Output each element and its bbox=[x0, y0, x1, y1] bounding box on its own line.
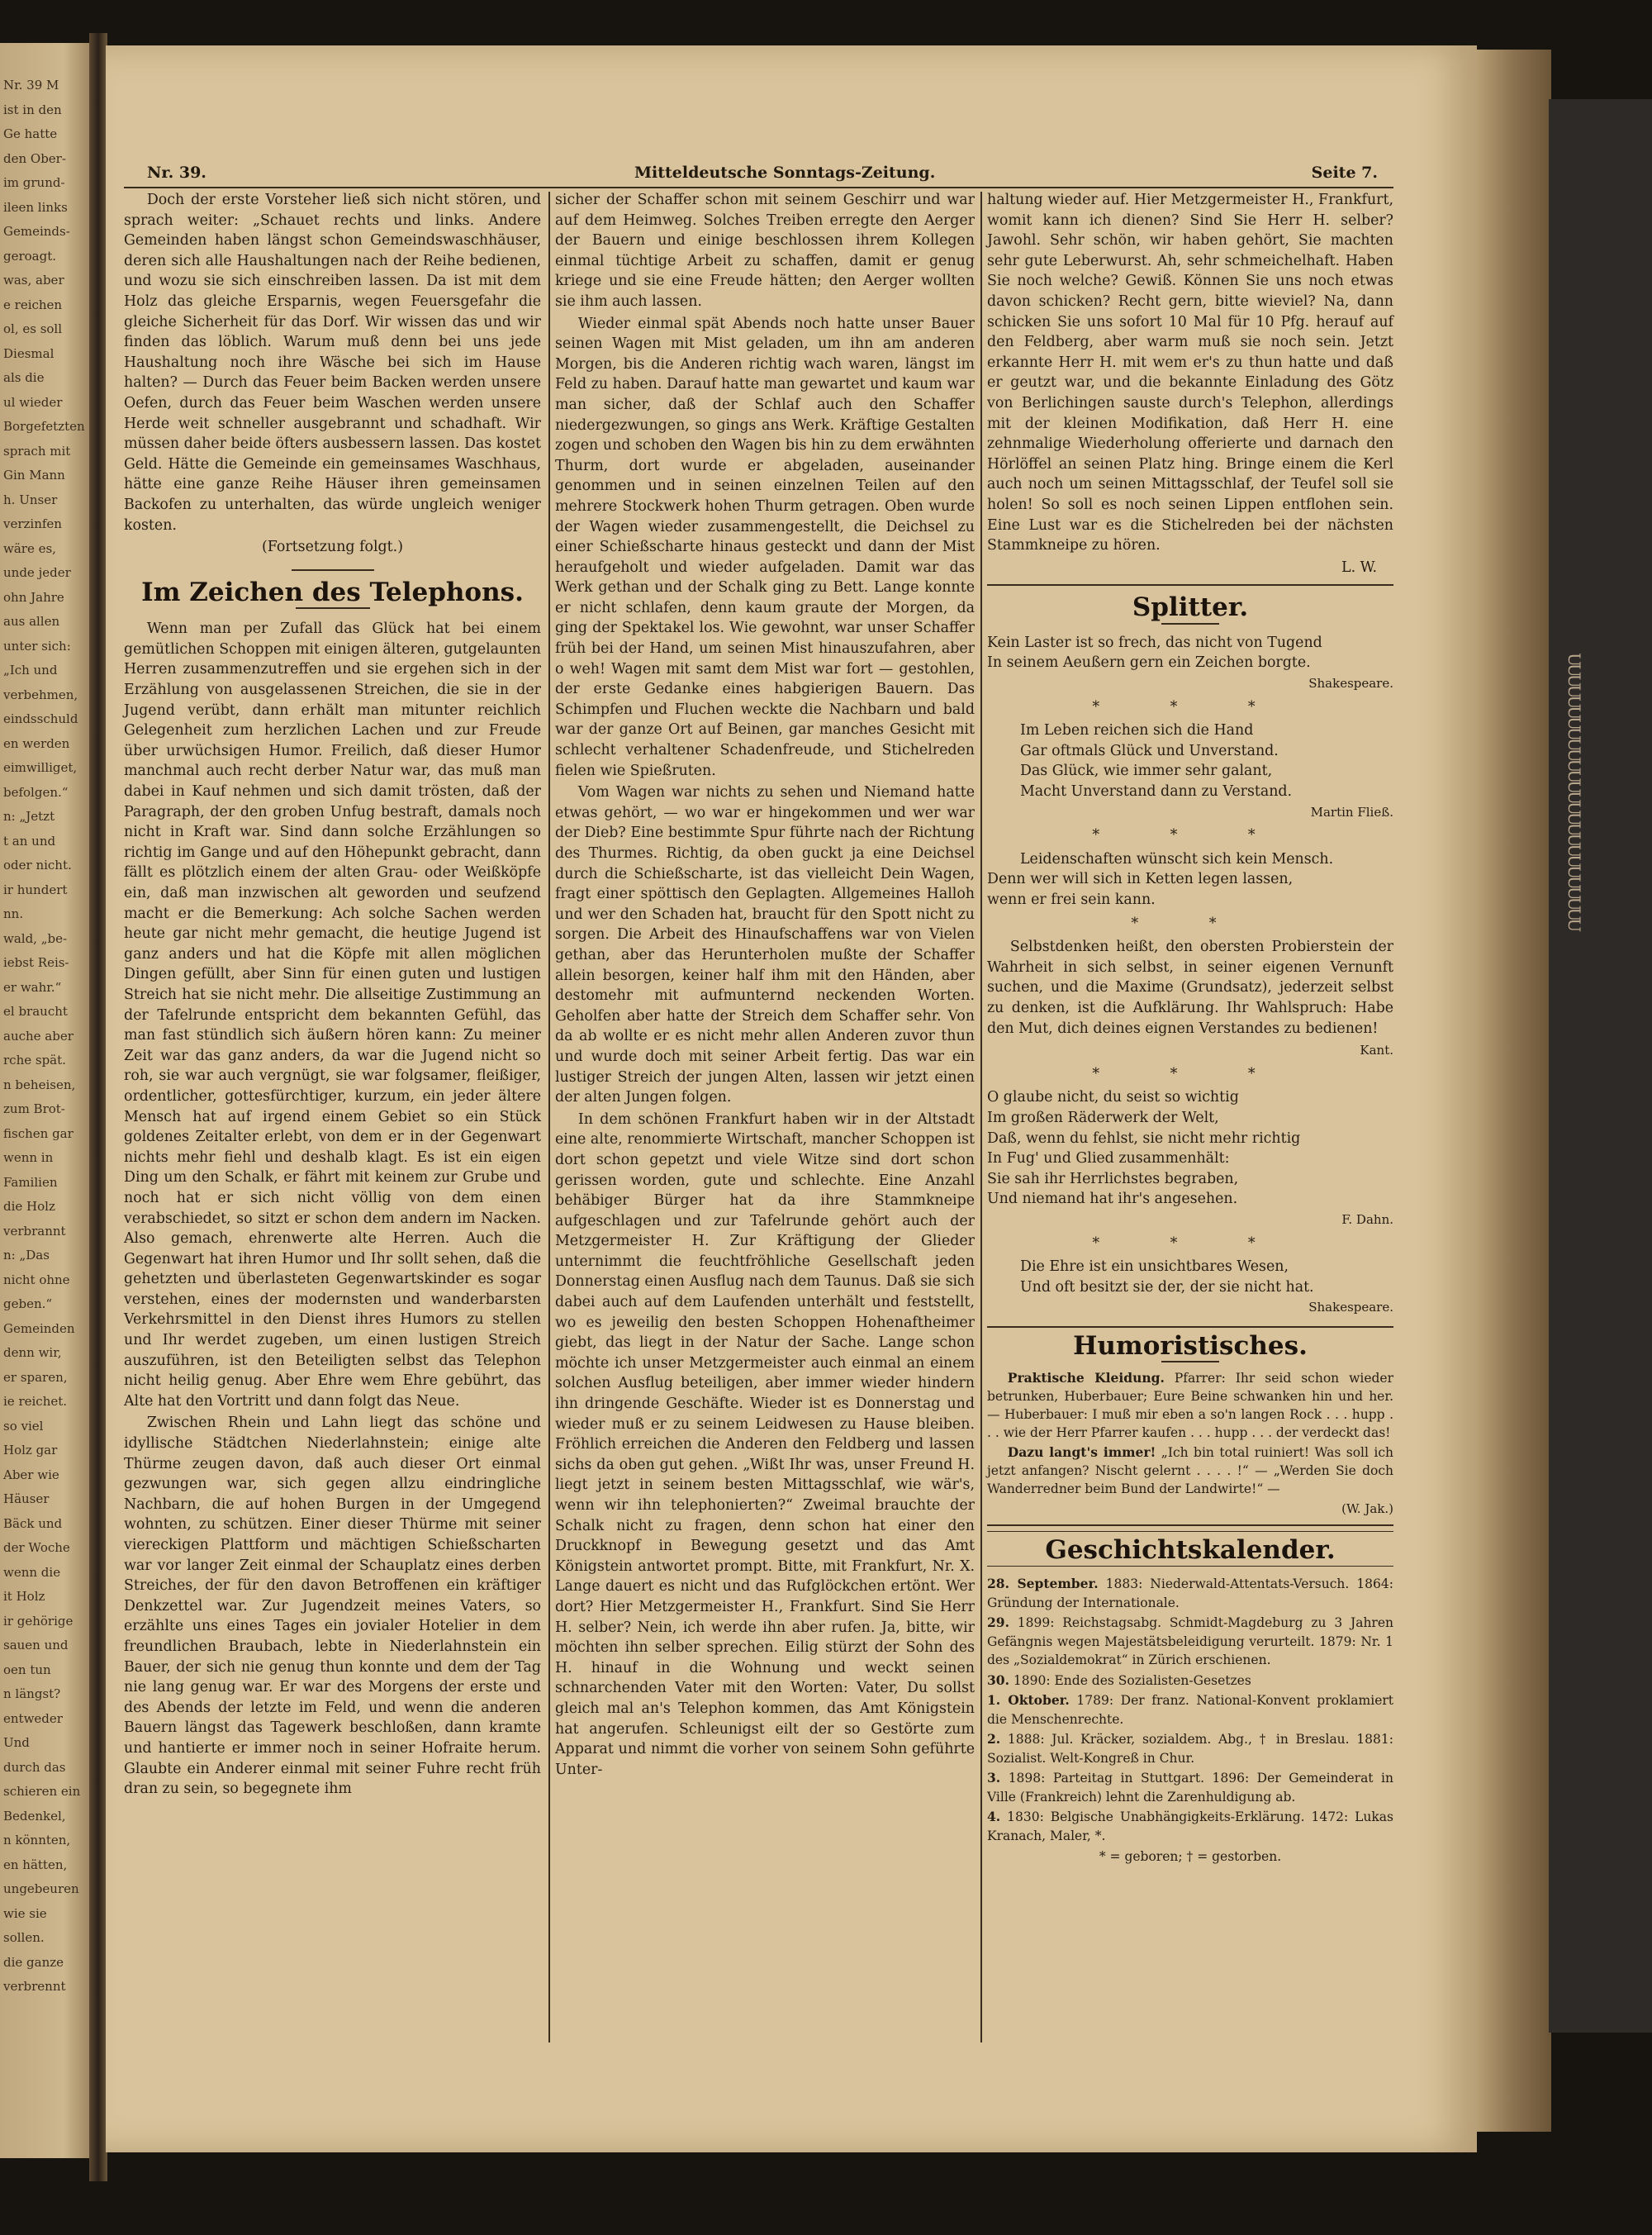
book-gutter bbox=[89, 33, 107, 2181]
left-page-fragment: rche spät. bbox=[3, 1053, 66, 1068]
quote-credit: F. Dahn. bbox=[1341, 1211, 1393, 1227]
humor-credit: (W. Jak.) bbox=[1341, 1501, 1393, 1517]
article-paragraph: haltung wieder auf. Hier Metzgermeister H., Frankfurt, womit kann ich dienen? Sind Sie Herr H. selber? Jawohl. Sehr schön, wir haben gehört, Sie machten sehr gute Leberwurst. Ah, sehr schmeichelhaft. Haben Sie noch welche? Gewiß. Können Sie uns noch etwas davon schicken? Recht gern, bitte wieviel? Na, dann schicken Sie uns sofort 10 Mal für 10 Pfg. herauf auf den Feldberg, aber warm muß sie noch sein. Jetzt erkannte Herr H. mit wem er's zu thun hatte und daß er geutzt war, und die bekannte Einladung des Götz von Berlichingen sauste durch's Telephon, allerdings mit der kleinen Modifikation, daß Herr H. eine zehnmalige Wiederholung offerierte und darnach den Hörlöffel an seinen Platz hing. Bringe einem die Kerl auch noch um seinen Mittagsschlaf, der Teufel soll sie holen! So soll es noch seinen Lippen entflohen sein. Eine Lust war es die Stichelreden bei der nächsten Stammkneipe zu hören. bbox=[987, 192, 1393, 554]
quote-credit: Kant. bbox=[1360, 1043, 1393, 1058]
left-page-fragment: ohn Jahre bbox=[3, 589, 64, 605]
left-page-fragment: it Holz bbox=[3, 1589, 45, 1604]
left-page-fragment: n: „Das bbox=[3, 1248, 50, 1263]
calendar-date: 1. Oktober. bbox=[987, 1692, 1070, 1709]
left-page-fragment: geben.“ bbox=[3, 1296, 53, 1311]
left-page-fragment: oder nicht. bbox=[3, 858, 72, 873]
left-page-fragment: was, aber bbox=[3, 273, 64, 288]
article-paragraph: Wenn man per Zufall das Glück hat bei einem gemütlichen Schoppen mit einigen älteren, gutgelaunten Herren zusammenzutreffen und sie ergehen sich in der Erzählung von ausgelassenen Streichen, die sie in der Jugend verübt, dann erhält man mitunter reichlich Gelegenheit zum herzlichen Lachen und zur Freude über urwüchsigen Humor. Freilich, daß dieser Humor manchmal auch recht derber Natur war, das muß man dabei in Kauf nehmen und sich damit trösten, daß der Paragraph, der den groben Unfug bestraft, damals noch nicht in Kraft war. Sind dann solche Erzählungen so richtig im Gange und auf den Höhepunkt gebracht, dann fällt es plötzlich einem der alten Grau- oder Weißköpfe ein, daß man inzwischen alt geworden und seufzend macht er die Bemerkung: Ach solche Sachen werden heute gar nicht mehr gemacht, die heutige Jugend ist ganz anders und hat die Köpfe mit allen möglichen Dingen gefüllt, aber Sinn für einen guten und lustigen Streich hat sie nicht mehr. Die allseitige Zustimmung an der Tafelrunde entspricht dem bekannten Gefühl, das man fast stündlich sich äußern hören kann: Zu meiner Zeit war das ganz anders, da war die Jugend nicht so roh, sie war auch vergnügt, sie war folgsamer, fleißiger, ordentlicher, gottesfürchtiger, kurzum, ein jeder ältere Mensch hat auf irgend einem Gebiet so ein Stück goldenes Zeitalter erlebt, von dem er in der Gegenwart nichts mehr fiehl und deshalb klagt. Es ist ein eigen Ding um den Schalk, er fährt mit keinem zur Grube und noch hat er sich nicht völlig von dem einen verabschiedet, so sitzt er schon dem andern im Nacken. Also gemach, ehrenwerte alte Herren. Auch die Gegenwart hat ihren Humor und Ihr sollt sehen, daß die gehetzten und überlasteten Gegenwartskinder es sogar verstehen, eines der modernsten und wanderbarsten Verkehrsmittel in den Dienst ihres Humors zu stellen und Ihr werdet zugeben, um einen lustigen Streich auszuführen, ist den Beteiligten selbst das Telephon nicht heilig genug. Aber Ehre wem Ehre gebührt, das Alte hat den Vortritt und dann folgt das Neue. bbox=[124, 621, 541, 1410]
left-page-fragment: entweder bbox=[3, 1710, 63, 1726]
calendar-text: 1899: Reichstagsabg. Schmidt-Magdeburg zu 3 Jahren Gefängnis wegen Majestätsbeleidigung verurteilt. 1879: Nr. 1 des „Sozialdemokrat“ in Zürich erschienen. bbox=[987, 1615, 1393, 1668]
left-page-fragment: befolgen.“ bbox=[3, 784, 69, 800]
calendar-entry bbox=[987, 1575, 1393, 1612]
quote-line: In Fug' und Glied zusammenhält: bbox=[987, 1150, 1230, 1167]
quote-line: Macht Unverstand dann zu Verstand. bbox=[1020, 783, 1293, 801]
humor-text: Pfarrer: Ihr seid schon wieder betrunken, Huberbauer; Eure Beine schwanken hin und her. — Huberbauer: I muß mir eben a so'n langen Rock . . . hupp . . . wie der Herr Pfarrer kaufen . . . hupp . . . der verdeckt das! bbox=[987, 1371, 1393, 1441]
quote-line: Leidenschaften wünscht sich kein Mensch. bbox=[1020, 850, 1334, 868]
left-page-fragment: auche aber bbox=[3, 1028, 74, 1044]
left-page-fragment: nn. bbox=[3, 906, 24, 921]
newspaper-title: Mitteldeutsche Sonntags-Zeitung. bbox=[634, 164, 936, 182]
left-page-fragment: wenn die bbox=[3, 1564, 61, 1580]
left-page-fragment: wenn in bbox=[3, 1150, 54, 1165]
calendar-text: 1789: Der franz. National-Konvent proklamiert die Menschenrechte. bbox=[987, 1693, 1394, 1727]
left-page-fragment: wie sie bbox=[3, 1905, 47, 1921]
title-underline bbox=[296, 607, 370, 609]
left-page-edge bbox=[0, 43, 91, 2158]
left-page-fragment: el braucht bbox=[3, 1004, 68, 1019]
left-page-fragment: er wahr.“ bbox=[3, 979, 62, 995]
left-page-fragment: n könnten, bbox=[3, 1833, 71, 1847]
calendar-entry bbox=[987, 1671, 1393, 1691]
left-page-fragment: ir hundert bbox=[3, 882, 68, 897]
left-page-fragment: n: „Jetzt bbox=[3, 809, 55, 824]
author-signature: L. W. bbox=[1341, 559, 1377, 576]
left-page-fragment: Gin Mann bbox=[3, 468, 65, 483]
quote-line: Sie sah ihr Herrlichstes begraben, bbox=[987, 1170, 1239, 1187]
quote-credit: Shakespeare. bbox=[1308, 676, 1393, 692]
humor-items bbox=[987, 1369, 1393, 1518]
calendar-date: 29. bbox=[987, 1614, 1009, 1631]
left-page-fragment: e reichen bbox=[3, 297, 63, 312]
left-page-fragment: eindsschuld bbox=[3, 711, 78, 726]
quote-line: Im großen Räderwerk der Welt, bbox=[987, 1109, 1219, 1126]
calendar-text: 1890: Ende des Sozialisten-Gesetzes bbox=[1009, 1672, 1251, 1688]
star-separator: * * * bbox=[1092, 1234, 1289, 1252]
calendar-text: 1883: Niederwald-Attentats-Versuch. 1864: Gründung der Internationale. bbox=[987, 1576, 1393, 1610]
left-page-fragment: denn wir, bbox=[3, 1345, 62, 1360]
left-page-fragment: n längst? bbox=[3, 1686, 61, 1701]
quote-line: Daß, wenn du fehlst, sie nicht mehr richtig bbox=[987, 1129, 1301, 1147]
left-page-fragment: Nr. 39 M bbox=[3, 78, 59, 93]
quote-block bbox=[987, 1087, 1393, 1229]
left-page-fragment: „Ich und bbox=[3, 663, 58, 678]
calendar-date: 3. bbox=[987, 1770, 1001, 1786]
column-divider-2 bbox=[980, 192, 982, 2042]
left-page-fragment: en hätten, bbox=[3, 1857, 68, 1872]
star-separator: * * * bbox=[1092, 1065, 1289, 1082]
left-page-fragment: nicht ohne bbox=[3, 1272, 70, 1287]
quote-line: Und oft besitzt sie der, der sie nicht hat. bbox=[1020, 1278, 1314, 1296]
left-page-fragment: wald, „be- bbox=[3, 930, 68, 946]
calendar-entry bbox=[987, 1808, 1393, 1845]
left-page-fragment: Gemeinden bbox=[3, 1320, 75, 1336]
section-rule bbox=[987, 1566, 1393, 1567]
calendar-legend: * = geboren; † = gestorben. bbox=[1099, 1849, 1282, 1865]
page-header bbox=[147, 164, 1378, 185]
calendar-entry bbox=[987, 1730, 1393, 1767]
left-page-fragment: fischen gar bbox=[3, 1125, 74, 1141]
left-page-fragment: sauen und bbox=[3, 1638, 69, 1652]
left-page-fragment: ist in den bbox=[3, 102, 62, 117]
star-separator: * * * bbox=[1092, 827, 1289, 844]
left-page-fragment: unter sich: bbox=[3, 638, 71, 654]
left-page-fragment: Diesmal bbox=[3, 345, 55, 361]
left-page-fragment: ie reichet. bbox=[3, 1394, 68, 1409]
title-underline bbox=[1161, 623, 1219, 625]
left-page-fragment: zum Brot- bbox=[3, 1101, 65, 1116]
left-page-fragment: ol, es soll bbox=[3, 321, 63, 336]
humor-text: „Ich bin total ruiniert! Was soll ich jetzt anfangen? Nischt gelernt . . . . !“ — „Werden Sie doch Wanderredner beim Bund der Landwirte!“ — bbox=[987, 1445, 1393, 1497]
left-page-fragment: der Woche bbox=[3, 1540, 70, 1555]
quote-line: Gar oftmals Glück und Unverstand. bbox=[1020, 742, 1279, 759]
quote-line: O glaube nicht, du seist so wichtig bbox=[987, 1089, 1239, 1106]
history-calendar bbox=[987, 1575, 1393, 1845]
quote-block bbox=[987, 633, 1393, 694]
quote-line: Kein Laster ist so frech, das nicht von Tugend bbox=[987, 634, 1322, 651]
section-rule bbox=[987, 584, 1393, 586]
title-underline bbox=[1161, 1361, 1219, 1362]
article-paragraph: In dem schönen Frankfurt haben wir in der Altstadt eine alte, renommierte Wirtschaft, mancher Schoppen ist dort schon gepetzt und viele Witze sind dort schon gerissen worden, gute und schlechte. Eine Anzahl behäbiger Bürger hat da ihre Stammkneipe aufgeschlagen und zur Tafelrunde gehört auch der Metzgermeister H. Zur Kräftigung der Glieder unternimmt die feuchtfröhliche Gesellschaft jeden Donnerstag einen Ausflug nach dem Taunus. Daß sie sich dabei auch auf dem Laufenden unterhält und feststellt, wo es jeweilig den besten Schoppen Hohenaftheimer giebt, das liegt in der Natur der Sache. Lange schon möchte ich unser Metzgermeister auch einmal an einem solchen Ausflug beteiligen, aber immer wieder hindern ihn dringende Geschäfte. Wieder ist es Donnerstag und wieder muß er zu seinem Leidwesen zu Hause bleiben. Fröhlich erreichen die Anderen den Feldberg und lassen sichs da oben gut gehen. „Wißt Ihr was, unser Freund H. liegt jetzt in seinem besten Mittagsschlaf, wie wär's, wenn wir ihn telephonierten?“ Zweimal brauchte der Schalk nicht zu fragen, denn schon hat einer den Druckknopf in Bewegung gesetzt und das Amt Königstein antwortet prompt. Bitte, mit Frankfurt, Nr. X. Lange dauert es nicht und das Rufglöckchen ertönt. Wer dort? Hier Metzgermeister H., Frankfurt. Sind Sie Herr H. selber? Nein, ich werde ihn aber rufen. Ja, bitte, wir möchten ihn selber sprechen. Eilig stürzt der Sohn des H. hinauf in die Wohnung und weckt seinen schnarchenden Vater mit den Worten: Vater, Du sollst gleich mal an's Telephon kommen, das Amt Königstein hat angerufen. Schleunigst eilt der so Gestörte zum Apparat und nimmt die vorher von seinem Sohn geführte Unter- bbox=[555, 1110, 975, 1778]
left-page-fragment: en werden bbox=[3, 735, 70, 751]
left-page-fragment: schieren ein bbox=[3, 1784, 81, 1799]
quote-block bbox=[987, 849, 1393, 911]
left-page-fragment: Holz gar bbox=[3, 1443, 58, 1458]
calendar-text: 1830: Belgische Unabhängigkeits-Erklärung. 1472: Lukas Kranach, Maler, *. bbox=[987, 1809, 1393, 1843]
left-page-fragment: n beheisen, bbox=[3, 1077, 76, 1092]
calendar-entry bbox=[987, 1691, 1393, 1729]
left-page-fragment: Ge hatte bbox=[3, 126, 58, 141]
article-paragraph: Zwischen Rhein und Lahn liegt das schöne und idyllische Städtchen Niederlahnstein; einige alte Thürme zeugen davon, daß auch dieser Ort einmal gezwungen war, sich gegen allzu eindringliche Nachbarn, die auf hohen Burgen in der Umgegend wohnten, zu schützen. Einer dieser Thürme mit seiner viereckigen Plattform und mächtigen Schießscharten war vor langer Zeit einmal der Schauplatz eines derben Streiches, der für den davon Betroffenen ein kräftiger Denkzettel war. Zur Jugendzeit meines Vaters, so erzählte uns eines Tages ein jovialer Hotelier in dem freundlichen Braubach, lebte in Niederlahnstein ein Bauer, der sich nie genug thun konnte und dem der Tag nie lang genug war. Er war des Morgens der erste und des Abends der letzte im Feld, und wenn die anderen Bauern längst das Tagewerk beschloßen, dann kramte und hantierte er immer noch in seiner Hofraite herum. Glaubte ein Anderer einmal mit seiner Fuhre recht früh dran zu sein, so begegnete ihm bbox=[124, 1415, 541, 1798]
left-page-fragment: Häuser bbox=[3, 1491, 50, 1506]
calendar-date: 28. September. bbox=[987, 1576, 1099, 1592]
left-page-fragment: Bäck und bbox=[3, 1515, 63, 1531]
section-rule bbox=[987, 1326, 1393, 1328]
quote-credit: Shakespeare. bbox=[1308, 1300, 1393, 1315]
left-page-fragment: Bedenkel, bbox=[3, 1808, 66, 1824]
left-page-fragment: verbrennt bbox=[3, 1979, 66, 1994]
quote-line: wenn er frei sein kann. bbox=[987, 892, 1156, 908]
left-page-fragment: unde jeder bbox=[3, 565, 71, 580]
section-title-humor: Humoristisches. bbox=[1073, 1330, 1308, 1361]
calendar-entry bbox=[987, 1769, 1393, 1806]
left-page-fragment: verzinfen bbox=[3, 516, 62, 531]
left-page-fragment: im grund- bbox=[3, 175, 65, 190]
left-page-fragment: er sparen, bbox=[3, 1369, 68, 1385]
article-paragraph: sicher der Schaffer schon mit seinem Geschirr und war auf dem Heimweg. Solches Treiben erregte den Aerger der Bauern und einige beschlossen ihrem Kollegen einmal tüchtige Arbeit zu schaffen, damit er genug kriege und sie eine Freude hätten; den Aerger wollten sie ihm auch lassen. bbox=[555, 192, 975, 310]
left-page-fragment: verbrannt bbox=[3, 1223, 66, 1239]
left-page-fragment: die Holz bbox=[3, 1199, 55, 1214]
left-page-fragment: die ganze bbox=[3, 1954, 64, 1970]
left-page-fragment: h. Unser bbox=[3, 492, 58, 507]
quote-line: Im Leben reichen sich die Hand bbox=[1020, 722, 1254, 739]
left-page-fragment: wäre es, bbox=[3, 540, 56, 556]
calendar-text: 1888: Jul. Kräcker, sozialdem. Abg., † in Breslau. 1881: Sozialist. Welt-Kongreß in Chur. bbox=[987, 1732, 1393, 1766]
left-page-fragment: ungebeuren bbox=[3, 1881, 79, 1896]
section-rule bbox=[987, 1531, 1393, 1532]
left-page-fragment: ileen links bbox=[3, 199, 68, 215]
calendar-entry bbox=[987, 1614, 1393, 1670]
left-page-fragment: verbehmen, bbox=[3, 687, 78, 702]
calendar-date: 2. bbox=[987, 1731, 1001, 1748]
left-page-fragment: Aber wie bbox=[3, 1467, 59, 1482]
calendar-date: 30. bbox=[987, 1671, 1009, 1688]
left-page-fragment: aus allen bbox=[3, 614, 60, 629]
column-1 bbox=[124, 190, 541, 1801]
quote-credit: Martin Fließ. bbox=[1310, 804, 1393, 820]
column-3 bbox=[987, 190, 1393, 1867]
quote-line: Und niemand hat ihr's angesehen. bbox=[987, 1191, 1238, 1208]
spine-ornament: UUUUUUUUUUUUUUUUUUUUUUUUUU bbox=[1564, 653, 1584, 930]
left-page-fragment: ir gehörige bbox=[3, 1613, 74, 1629]
quote-block bbox=[987, 1257, 1393, 1318]
left-page-fragment: sollen. bbox=[3, 1930, 45, 1945]
article-paragraph: Wieder einmal spät Abends noch hatte unser Bauer seinen Wagen mit Mist geladen, um ihn am anderen Morgen, bis die Anderen richtig wach waren, längst im Feld zu haben. Darauf hatte man gewartet und kaum war man sicher, daß der Schlaf auch den Schaffer niedergezwungen, so gings ans Werk. Kräftige Gestalten zogen und schoben den Wagen bis hin zu dem erwähnten Thurm, dort wurde er abgeladen, auseinander genommen und in seinen einzelnen Teilen auf den mehrere Stockwerk hohen Thurm getragen. Oben wurde der Wagen wieder zusammengestellt, die Deichsel zu einer Schießscharte hinaus gesteckt und dann der Mist heraufgeholt und wieder aufgeladen. Damit war das Werk gethan und der Schalk ging zu Bett. Lange konnte er nicht schlafen, denn kaum graute der Morgen, da ging der Spektakel los. Wie gewohnt, war unser Schaffer früh bei der Hand, um seinen Mist hinauszufahren, aber o weh! Wagen mit samt dem Mist war fort — gestohlen, der erste Gedanke eines habgierigen Bauern. Das Schimpfen und Fluchen weckte die Nachbarn und bald war der ganze Ort auf Beinen, gar manches Gesicht mit schlecht verhaltener Schadenfreude, und Stichelreden fielen wie Spießruten. bbox=[555, 315, 975, 779]
left-page-fragment: t an und bbox=[3, 833, 56, 849]
page-edge-right bbox=[1477, 50, 1551, 2132]
quote-line: In seinem Aeußern gern ein Zeichen borgte. bbox=[987, 654, 1311, 672]
section-title-splitter: Splitter. bbox=[1132, 592, 1249, 623]
article-paragraph: Doch der erste Vorsteher ließ sich nicht stören, und sprach weiter: „Schauet rechts und links. Andere Gemeinden haben längst schon Gemeindswaschhäuser, deren sich alle Haushaltungen nach der Reihe bedienen, und wozu sie sich einschreiben lassen. Da ist mit dem Holz das gleiche Ersparnis, wegen Feuersgefahr die gleiche Sicherheit für das Dorf. Wir wissen das und wir finden das löblich. Warum muß denn bei uns jede Haushaltung noch ihre Wäsche bei sich im Hause halten? — Durch das Feuer beim Backen werden unsere Oefen, durch das Feuer beim Waschen werden unsere Herde weit schneller ausgebrannt und schadhaft. Wir müssen daher beide öfters ausbessern lassen. Das kostet Geld. Hätte die Gemeinde ein gemeinsames Waschhaus, hätte eine ganze Reihe Häuser ihren gemeinsamen Backofen zu unterhalten, das würde ungleich weniger kosten. bbox=[124, 192, 541, 534]
left-page-fragment: geroagt. bbox=[3, 248, 57, 264]
left-page-fragment: iebst Reis- bbox=[3, 955, 69, 970]
calendar-date: 4. bbox=[987, 1809, 1001, 1825]
separator bbox=[292, 569, 374, 571]
quote-line: Die Ehre ist ein unsichtbares Wesen, bbox=[1020, 1258, 1289, 1276]
quote-block bbox=[987, 720, 1393, 822]
quote-line: Das Glück, wie immer sehr galant, bbox=[1020, 763, 1273, 780]
left-page-fragment: durch das bbox=[3, 1759, 66, 1775]
quote-paragraph: Selbstdenken heißt, den obersten Probierstein der Wahrheit in sich selbst, in seiner eigenen Vernunft suchen, und die Maxime (Grundsatz), jederzeit selbst zu denken, ist die Aufklärung. Ihr Wahlspruch: Habe den Mut, dich deines eignen Verstandes zu bedienen! bbox=[987, 939, 1393, 1037]
star-separator: * * * bbox=[1092, 698, 1289, 716]
left-page-fragment: so viel bbox=[3, 1418, 44, 1434]
left-page-fragment: ul wieder bbox=[3, 394, 63, 410]
section-rule bbox=[987, 1524, 1393, 1526]
left-page-fragment: Borgefetzten bbox=[3, 419, 85, 434]
continuation-note: (Fortsetzung folgt.) bbox=[261, 539, 403, 556]
star-separator: * * bbox=[1131, 915, 1250, 932]
quote-line: Denn wer will sich in Ketten legen lassen, bbox=[987, 871, 1294, 888]
left-page-fragment: Und bbox=[3, 1735, 30, 1750]
header-rule bbox=[124, 187, 1393, 188]
left-page-fragment: sprach mit bbox=[3, 443, 71, 459]
section-title-calendar: Geschichtskalender. bbox=[1045, 1535, 1336, 1566]
page-number: Seite 7. bbox=[1311, 164, 1378, 182]
column-2 bbox=[555, 190, 975, 1781]
article-title: Im Zeichen des Telephons. bbox=[141, 577, 524, 607]
left-page-fragment: oen tun bbox=[3, 1662, 51, 1677]
left-page-fragment: eimwilliget, bbox=[3, 760, 78, 775]
left-page-fragment: Gemeinds- bbox=[3, 224, 70, 239]
left-page-fragment: Familien bbox=[3, 1174, 58, 1190]
calendar-text: 1898: Parteitag in Stuttgart. 1896: Der Gemeinderat in Ville (Frankreich) lehnt die Zarenhuldigung ab. bbox=[987, 1771, 1393, 1805]
humor-heading: Praktische Kleidung. bbox=[1007, 1370, 1165, 1386]
humor-heading: Dazu langt's immer! bbox=[1007, 1444, 1156, 1461]
article-paragraph: Vom Wagen war nichts zu sehen und Niemand hatte etwas gehört, — wo war er hingekommen und wer war der Dieb? Eine bestimmte Spur führte nach der Richtung des Thurmes. Richtig, da oben guckt ja eine Deichsel durch die Schießscharte, ist das vielleicht Dein Wagen, fragt einer spöttisch den Geplagten. Allgemeines Halloh und wer den Schaden hat, braucht für den Spott nicht zu sorgen. Die Arbeit des Hinaufschaffens war von Vielen gethan, aber das Herunterholen mußte der Schaffer allein besorgen, keiner half ihm mit den Händen, aber destomehr mit aufmunternd neckenden Worten. Geholfen aber hatte der Streich dem Schaffer sehr. Von da ab wollte er es nicht mehr allen Anderen zuvor thun und wurde doch mit seiner Arbeit fertig. Das war ein lustiger Streich der jungen Alten, lassen wir jetzt einen der alten Jungen folgen. bbox=[555, 784, 975, 1106]
left-page-fragment: den Ober- bbox=[3, 150, 66, 166]
issue-number: Nr. 39. bbox=[147, 164, 206, 182]
left-page-fragment: als die bbox=[3, 370, 45, 385]
column-divider-1 bbox=[548, 192, 550, 2042]
